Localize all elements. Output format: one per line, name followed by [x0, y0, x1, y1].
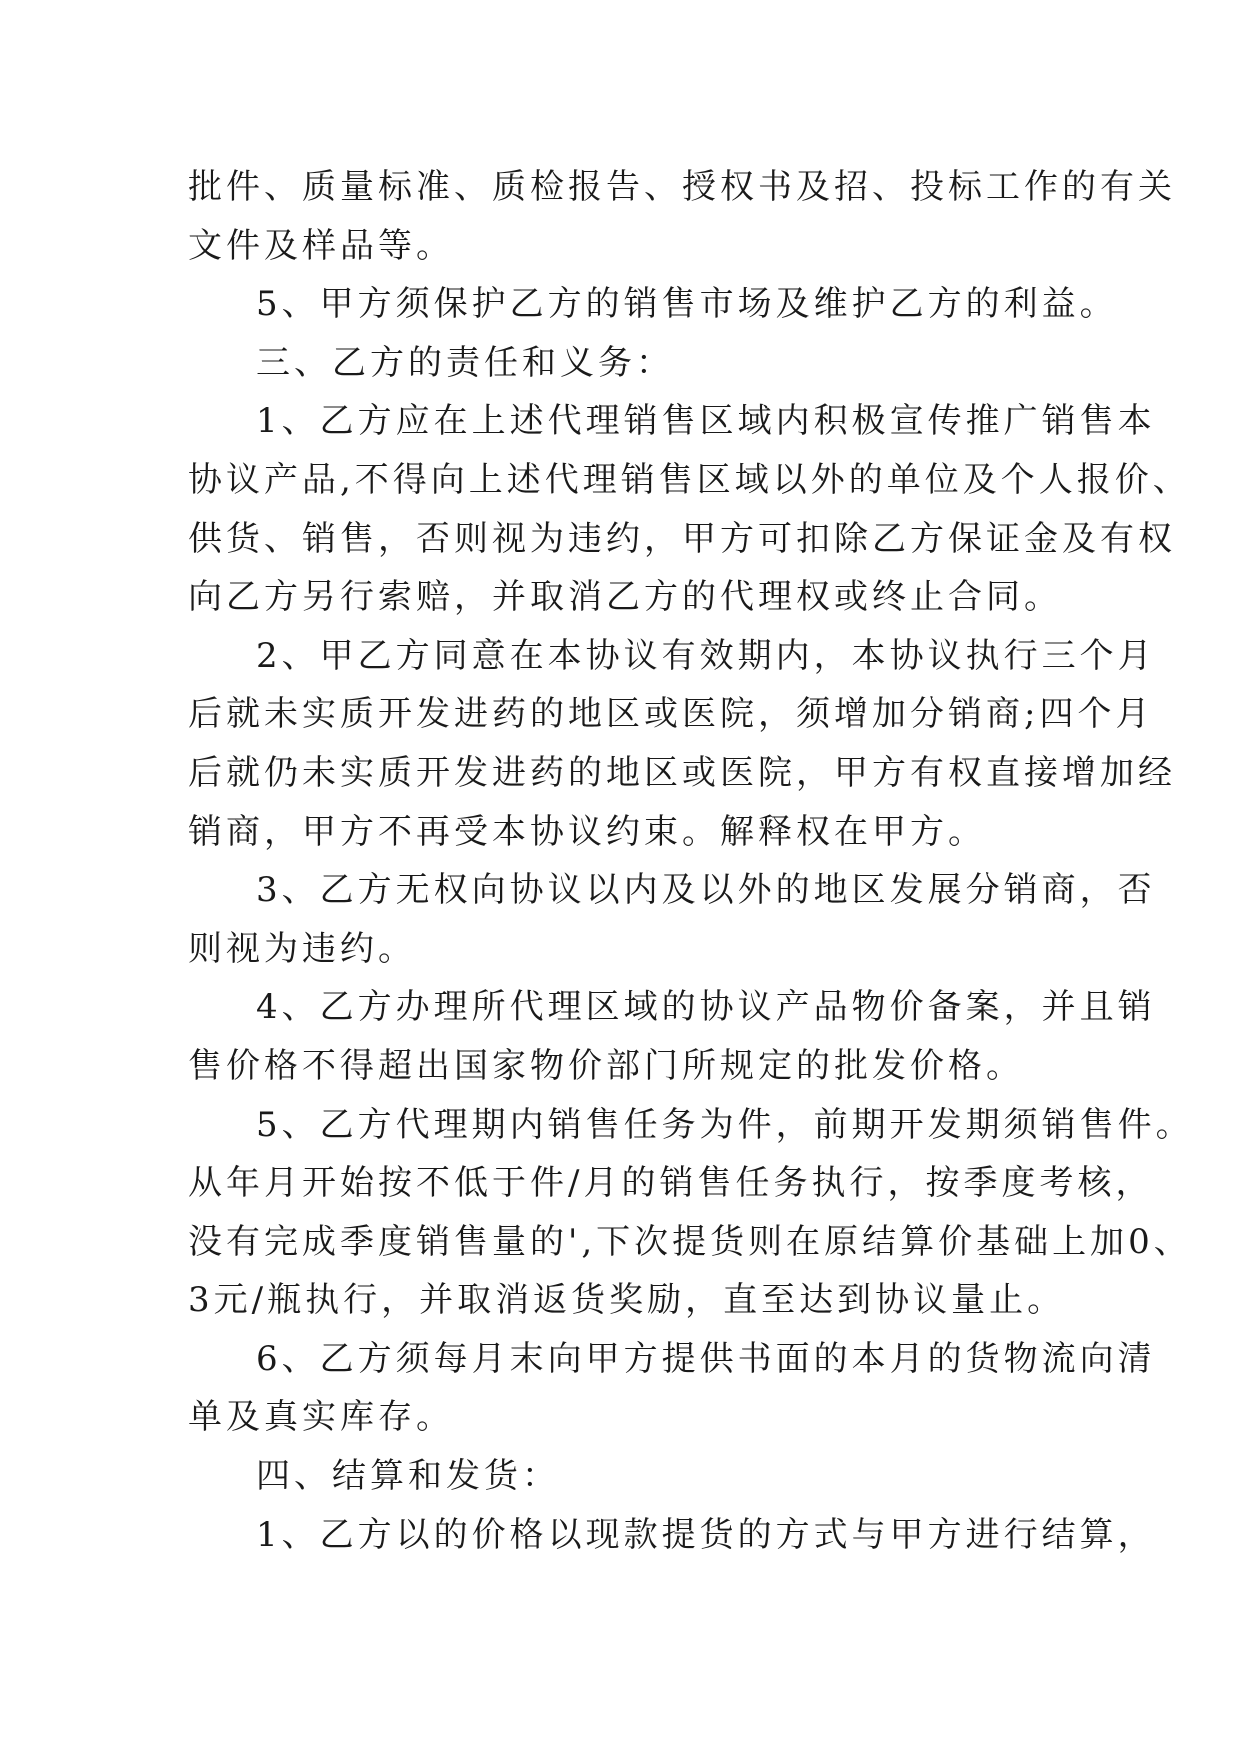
section-heading: 四、结算和发货： — [256, 1456, 560, 1497]
text-line: 协议产品,不得向上述代理销售区域以外的单位及个人报价、 — [188, 459, 1191, 500]
text-line: 6、乙方须每月末向甲方提供书面的本月的货物流向清 — [256, 1338, 1156, 1379]
text-line: 批件、质量标准、质检报告、授权书及招、投标工作的有关 — [188, 167, 1176, 207]
text-line: 从年月开始按不低于件/月的销售任务执行，按季度考核， — [188, 1163, 1154, 1204]
text-line: 销商，甲方不再受本协议约束。解释权在甲方。 — [188, 811, 986, 852]
text-line: 3、乙方无权向协议以内及以外的地区发展分销商，否 — [256, 870, 1156, 911]
text-line: 向乙方另行索赔，并取消乙方的代理权或终止合同。 — [188, 577, 1062, 618]
text-line: 没有完成季度销售量的',下次提货则在原结算价基础上加0、 — [188, 1221, 1192, 1262]
text-line: 5、乙方代理期内销售任务为件，前期开发期须销售件。 — [256, 1104, 1194, 1145]
text-line: 2、甲乙方同意在本协议有效期内，本协议执行三个月 — [256, 635, 1156, 676]
text-line: 后就未实质开发进药的地区或医院，须增加分销商;四个月 — [188, 694, 1154, 735]
text-line: 则视为违约。 — [188, 928, 416, 969]
text-line: 4、乙方办理所代理区域的协议产品物价备案，并且销 — [256, 987, 1156, 1028]
text-line: 1、乙方以的价格以现款提货的方式与甲方进行结算， — [256, 1514, 1156, 1555]
text-line: 后就仍未实质开发进药的地区或医院，甲方有权直接增加经 — [188, 752, 1176, 793]
text-line: 1、乙方应在上述代理销售区域内积极宣传推广销售本 — [256, 401, 1156, 442]
text-line: 供货、销售，否则视为违约，甲方可扣除乙方保证金及有权 — [188, 518, 1176, 559]
text-line: 5、甲方须保护乙方的销售市场及维护乙方的利益。 — [256, 284, 1118, 325]
text-line: 售价格不得超出国家物价部门所规定的批发价格。 — [188, 1045, 1024, 1086]
text-line: 单及真实库存。 — [188, 1397, 454, 1438]
section-heading: 三、乙方的责任和义务： — [256, 342, 674, 383]
document-body — [188, 158, 1194, 1564]
text-line: 文件及样品等。 — [188, 225, 454, 266]
text-line: 3元/瓶执行，并取消返货奖励，直至达到协议量止。 — [188, 1280, 1066, 1321]
